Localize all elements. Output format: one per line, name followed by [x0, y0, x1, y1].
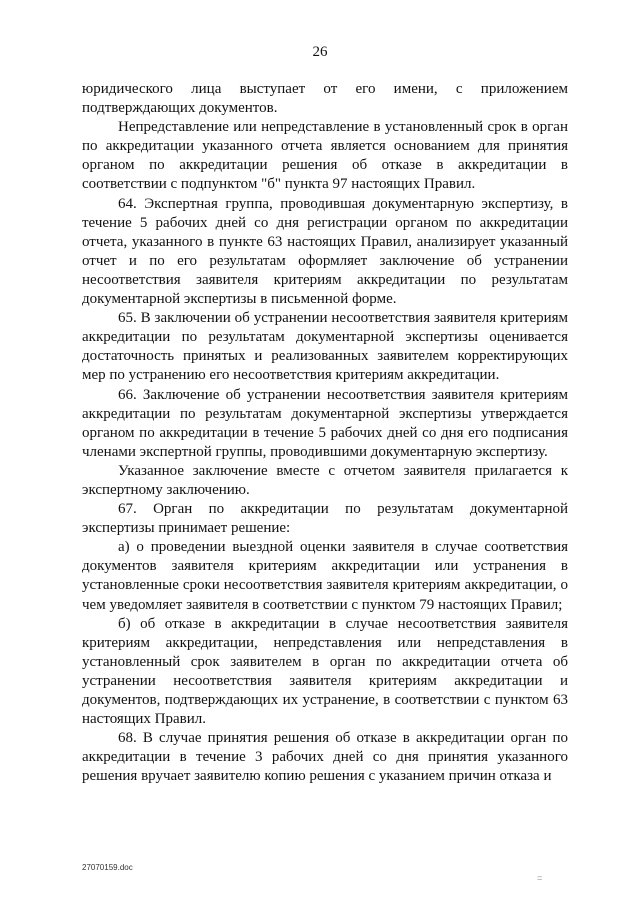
paragraph: а) о проведении выездной оценки заявителя в случае соответствия документов заявителя критериям аккредитации или устранения в установленные сроки несоответствия заявителя критериям аккредитации, о чем уведомляет заявителя в соответствии с пунктом 79 настоящих Правил; [82, 539, 568, 613]
paragraph: 66. Заключение об устранении несоответствия заявителя критериям аккредитации по результатам документарной экспертизы утверждается органом по аккредитации в течение 5 рабочих дней со дня его подписания членами экспертной группы, проводившими документарную экспертизу. [82, 386, 568, 460]
scan-mark: = [537, 873, 543, 883]
paragraph: Непредставление или непредставление в установленный срок в орган по аккредитации указанного отчета является основанием для принятия органом по аккредитации решения об отказе в аккредитации в соответствии с подпунктом "б" пункта 97 настоящих Правил. [82, 119, 568, 193]
paragraph: б) об отказе в аккредитации в случае несоответствия заявителя критериям аккредитации, непредставления или непредставления в установленный срок заявителем в орган по аккредитации отчета об устранении несоответствия заявителя критериям аккредитации и документов, подтверждающих их устранение, в соответствии с пунктом 63 настоящих Правил. [82, 615, 568, 728]
paragraph: Указанное заключение вместе с отчетом заявителя прилагается к экспертному заключению. [82, 462, 568, 498]
document-body [82, 80, 568, 786]
paragraph: 67. Орган по аккредитации по результатам документарной экспертизы принимает решение: [82, 501, 568, 537]
paragraph: 64. Экспертная группа, проводившая документарную экспертизу, в течение 5 рабочих дней со дня регистрации органом по аккредитации отчета, указанного в пункте 63 настоящих Правил, анализирует указанный отчет и по его результатам оформляет заключение об устранении несоответствия заявителя критериям аккредитации по результатам документарной экспертизы в письменной форме. [82, 195, 568, 308]
paragraph: 68. В случае принятия решения об отказе в аккредитации орган по аккредитации в течение 3 рабочих дней со дня принятия указанного решения вручает заявителю копию решения с указанием причин отказа и [82, 730, 568, 785]
paragraph: 65. В заключении об устранении несоответствия заявителя критериям аккредитации по результатам документарной экспертизы оценивается достаточность принятых и реализованных заявителем корректирующих мер по устранению его несоответствия критериям аккредитации. [82, 310, 568, 384]
paragraph: юридического лица выступает от его имени, с приложением подтверждающих документов. [82, 81, 568, 117]
page-number: 26 [312, 44, 328, 60]
file-name-footer: 27070159.doc [82, 863, 133, 872]
